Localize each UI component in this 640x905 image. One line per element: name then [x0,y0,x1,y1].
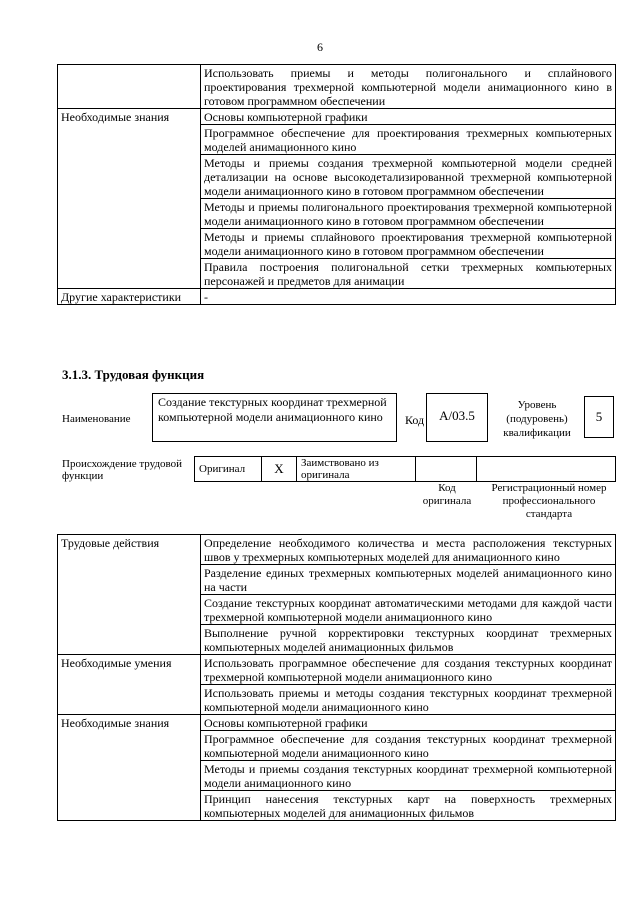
knowledge-table-continued [57,64,616,305]
name-label: Наименование [62,413,131,425]
labor-function-table [57,534,616,821]
code-value-box: А/03.5 [426,393,488,442]
table2-body [58,535,616,821]
row-value: Основы компьютерной графики [201,715,616,731]
table-row [58,535,616,565]
row-label: Необходимые знания [58,715,201,821]
registration-number-cell [477,457,616,482]
row-value: Использовать приемы и методы полигонального и сплайнового проектирования трехмерной компьютерной модели анимационного кино в готовом программном обеспечении [201,65,616,109]
original-mark: X [262,457,297,482]
level-label: Уровень (подуровень) квалификации [503,399,571,439]
origin-table [194,456,616,482]
row-value: Использовать программное обеспечение для создания текстурных координат трехмерной компьютерной модели анимационного кино [201,655,616,685]
table-row [58,65,616,109]
borrowed-label: Заимствовано из оригинала [297,457,416,482]
row-value: Определение необходимого количества и места расположения текстурных швов у трехмерных компьютерных моделей для анимационного кино [201,535,616,565]
page-number: 6 [317,40,323,54]
table-row [58,289,616,305]
row-value: Методы и приемы полигонального проектирования трехмерной компьютерной модели анимационного кино в готовом программном обеспечении [201,199,616,229]
row-label: Необходимые умения [58,655,201,715]
original-label: Оригинал [195,457,262,482]
row-value: Выполнение ручной корректировки текстурных координат трехмерных компьютерных моделей анимационных фильмов [201,625,616,655]
row-value: - [201,289,616,305]
table-row [58,109,616,125]
row-label: Необходимые знания [58,109,201,289]
row-value: Программное обеспечение для создания текстурных координат трехмерной компьютерной модели анимационного кино [201,731,616,761]
row-label: Другие характеристики [58,289,201,305]
row-value: Правила построения полигональной сетки трехмерных компьютерных персонажей и предметов для анимации [201,259,616,289]
row-value: Методы и приемы сплайнового проектирования трехмерной компьютерной модели анимационного кино в готовом программном обеспечении [201,229,616,259]
caption-original-code: Код оригинала [422,482,472,507]
code-label: Код [405,413,425,427]
row-value: Программное обеспечение для проектирования трехмерных компьютерных моделей анимационного кино [201,125,616,155]
function-name-box: Создание текстурных координат трехмерной компьютерной модели анимационного кино [152,393,397,442]
row-label [58,65,201,109]
section-heading: 3.1.3. Трудовая функция [62,367,205,382]
origin-label: Происхождение трудовой функции [62,458,183,482]
table-row [58,655,616,685]
level-value-box: 5 [584,396,614,438]
original-code-cell [416,457,477,482]
row-value: Создание текстурных координат автоматическими методами для каждой части трехмерной компьютерной модели анимационного кино [201,595,616,625]
row-value: Принцип нанесения текстурных карт на поверхность трехмерных компьютерных моделей для анимационных фильмов [201,791,616,821]
table1-body [58,65,616,305]
table-row [58,715,616,731]
row-value: Методы и приемы создания трехмерной компьютерной модели средней детализации на основе высокодетализированной трехмерной компьютерной модели анимационного кино в готовом программном обеспечении [201,155,616,199]
row-value: Использовать приемы и методы создания текстурных координат трехмерной компьютерной модели анимационного кино [201,685,616,715]
row-label: Трудовые действия [58,535,201,655]
row-value: Основы компьютерной графики [201,109,616,125]
row-value: Методы и приемы создания текстурных координат трехмерной компьютерной модели анимационного кино [201,761,616,791]
caption-registration-number: Регистрационный номер профессионального стандарта [491,482,607,520]
row-value: Разделение единых трехмерных компьютерных моделей анимационного кино на части [201,565,616,595]
